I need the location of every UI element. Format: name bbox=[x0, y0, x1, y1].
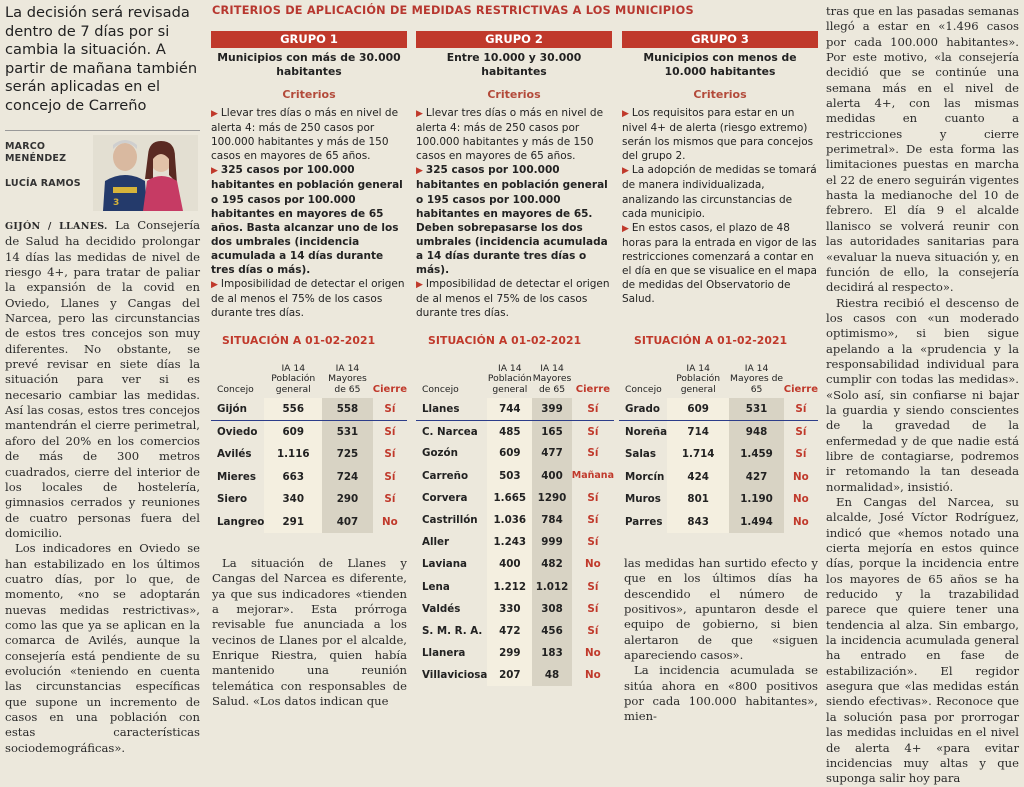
criteria-item: ▶ La adopción de medidas se tomará de manera individualizada, analizando las circunstancias de cada municipio. bbox=[622, 164, 817, 220]
table-row bbox=[416, 465, 614, 487]
header-cierre: Cierre bbox=[783, 383, 818, 395]
cell-name: Muros bbox=[625, 493, 661, 506]
table-row bbox=[619, 488, 818, 511]
cell-ia65: 400 bbox=[532, 465, 572, 487]
article-deck: La decisión será revisada dentro de 7 días por si cambia la situación. A partir de mañana también serán aplicadas en el concejo de Carreño bbox=[5, 4, 198, 114]
cell-ia: 299 bbox=[487, 642, 532, 664]
header-ia-65: IA 14 Mayores de 65 bbox=[730, 362, 784, 395]
group-3 bbox=[622, 31, 818, 306]
left-body-text bbox=[5, 218, 200, 756]
cell-cierre: Sí bbox=[587, 491, 599, 504]
cell-ia: 291 bbox=[264, 511, 322, 534]
svg-text:3: 3 bbox=[113, 198, 120, 208]
table-row bbox=[416, 509, 614, 531]
cell-ia65: 165 bbox=[532, 420, 572, 442]
cell-ia65: 558 bbox=[322, 398, 373, 421]
group-2 bbox=[416, 31, 612, 320]
situation-table-group-3 bbox=[619, 356, 818, 533]
group-1 bbox=[211, 31, 407, 320]
table-row bbox=[211, 511, 407, 534]
table-row bbox=[416, 398, 614, 420]
cell-ia65: 948 bbox=[729, 421, 783, 444]
table-row bbox=[619, 466, 818, 489]
criteria-item: ▶ 325 casos por 100.000 habitantes en población general o 195 casos por 100.000 habitantes en mayores de 65. Deben sobrepasarse los dos umbrales (incidencia acumulada a 14 días durante tres días o más). bbox=[416, 164, 608, 277]
cell-ia65: 477 bbox=[532, 442, 572, 464]
cell-ia65: 399 bbox=[532, 398, 572, 420]
criteria-item: ▶ Imposibilidad de detectar el origen de al menos el 75% de los casos durante tres días. bbox=[416, 278, 610, 320]
left-paragraph-1: GIJÓN / LLANES. La Consejería de Salud ha decidido prolongar 14 días las medidas de nivel de riesgo 4+, para tratar de paliar la expansión de la covid en Oviedo, Llanes y Cangas del Narcea, pero las circunstancias de estos tres concejos son muy diferentes. No obstante, se prevé revisar en siete días la situación para ver si es necesario cambiar las medidas. Así las cosas, estos tres concejos mantendrán el cierre perimetral, aforo del 20% en los comercios de más de 300 metros cuadrados, cierre del interior de los locales de hostelería, gimnasios cerrados y reuniones de cuatro personas fuera del domicilio. bbox=[5, 218, 200, 540]
panel-title: CRITERIOS DE APLICACIÓN DE MEDIDAS RESTRICTIVAS A LOS MUNICIPIOS bbox=[212, 4, 694, 17]
cell-name: Mieres bbox=[217, 470, 256, 483]
cell-name: Carreño bbox=[422, 469, 469, 482]
cell-ia: 843 bbox=[667, 511, 729, 534]
table-row bbox=[619, 443, 818, 466]
header-concejo: Concejo bbox=[625, 383, 662, 395]
table-row bbox=[211, 466, 407, 489]
table-row bbox=[416, 598, 614, 620]
cell-cierre: Sí bbox=[587, 602, 599, 615]
cell-ia65: 1.459 bbox=[729, 443, 783, 466]
cell-cierre: Sí bbox=[587, 624, 599, 637]
cell-ia: 485 bbox=[487, 420, 532, 442]
cell-cierre: No bbox=[793, 470, 809, 483]
triangle-bullet-icon: ▶ bbox=[416, 109, 423, 119]
group-3-criteria-label: Criterios bbox=[693, 88, 747, 101]
situation-title-1: SITUACIÓN A 01-02-2021 bbox=[222, 334, 376, 347]
cell-ia65: 482 bbox=[532, 553, 572, 575]
cell-name: Noreña bbox=[625, 426, 668, 438]
cell-cierre: No bbox=[585, 558, 601, 571]
cell-cierre: Sí bbox=[384, 470, 396, 483]
criteria-item: ▶ Los requisitos para estar en un nivel 4+ de alerta (riesgo extremo) serán los mismos que para concejos del grupo 2. bbox=[622, 107, 814, 163]
right-paragraph-2: Riestra recibió el descenso de los casos con «un moderado optimismo», si bien sigue apelando a la «prudencia y la responsabilidad individual para cumplir con todas las medidas». «Solo así, sin confiarse ni bajar la guardia y siendo conscientes de la gravedad de la enfermedad y de que nadie está libre de contagiarse, podremos ir retomando la tan deseada normalidad», insistió. bbox=[826, 295, 1019, 494]
right-paragraph-3: En Cangas del Narcea, su alcalde, José Víctor Rodríguez, indicó que «hemos notado una cierta mejoría en estos quince días, porque la incidencia entre los mayores de 65 años se ha reducido y la trazabilidad parece que quiere tener una tendencia al alza. Sin embargo, la incidencia acumulada general ha entrado en fase de estabilización». El regidor asegura que «las medidas están siendo efectivas». Reconoce que la solución pasa por prorrogar las medidas incluidas en el nivel de alerta 4+ «para evitar incidencias muy altas y que suponga salir hoy para bbox=[826, 495, 1019, 786]
cell-name: S. M. R. A. bbox=[422, 624, 483, 637]
place-label: GIJÓN / LLANES. bbox=[5, 221, 108, 232]
cell-cierre: No bbox=[382, 515, 398, 528]
cell-ia: 609 bbox=[264, 421, 322, 444]
cell-ia: 207 bbox=[487, 664, 532, 686]
cell-name: Grado bbox=[619, 398, 667, 421]
table-header-row bbox=[619, 356, 818, 398]
cell-name: Avilés bbox=[217, 448, 252, 461]
byline bbox=[5, 130, 200, 210]
right-paragraph-1: tras que en las pasadas semanas llegó a estar en «1.496 casos por cada 100.000 habitantes». Por este motivo, «la consejería decidió que se continúe una semana más en el nivel de alerta 4+, con las mismas medidas en cuanto a restricciones y cierre perimetral». De esta forma las limitaciones puestas en marcha el 22 de enero seguirán vigentes hasta la medianoche del 10 de febrero. El día 9 el alcalde llanisco se volverá reunir con las autoridades sanitarias para «evaluar la nueva situación y, en función de ello, la consejería decidirá al respecto». bbox=[826, 4, 1019, 295]
group-2-subtitle: Entre 10.000 y 30.000 habitantes bbox=[446, 51, 582, 78]
left-paragraph-2: Los indicadores en Oviedo se han estabilizado en los últimos cuatro días, por lo que, de momento, «no se adoptarán nuevas medidas restrictivas», como las que ya se aplican en la comarca de Avilés, aunque la consejería está pendiente de su evolución «teniendo en cuenta las circunstancias específicas que supone un incremento de casos en una población con estas características sociodemográficas». bbox=[5, 541, 200, 755]
situation-table-group-2 bbox=[416, 356, 614, 686]
group-1-header: GRUPO 1 bbox=[211, 31, 407, 48]
cell-name: Villaviciosa bbox=[422, 669, 488, 682]
cell-ia: 340 bbox=[264, 488, 322, 511]
cell-name: Llanera bbox=[422, 647, 466, 660]
cell-name: Gozón bbox=[422, 447, 458, 460]
cell-ia: 1.714 bbox=[667, 443, 729, 466]
cell-ia: 400 bbox=[487, 553, 532, 575]
header-ia-general: IA 14 Población general bbox=[271, 362, 316, 395]
cell-ia: 1.243 bbox=[487, 531, 532, 553]
cell-ia: 1.116 bbox=[264, 443, 322, 466]
cell-ia: 744 bbox=[487, 398, 532, 420]
group-1-criteria-label: Criterios bbox=[282, 88, 336, 101]
cell-ia65: 531 bbox=[729, 398, 783, 421]
cell-name: Salas bbox=[625, 448, 656, 461]
cell-ia65: 456 bbox=[532, 620, 572, 642]
cell-ia65: 407 bbox=[322, 511, 373, 534]
cell-name: Oviedo bbox=[217, 426, 258, 438]
table-row bbox=[416, 531, 614, 553]
table-row bbox=[211, 443, 407, 466]
group-1-criteria bbox=[211, 106, 407, 320]
cell-cierre: Sí bbox=[384, 448, 396, 461]
cell-name: Llanes bbox=[416, 398, 487, 420]
cell-cierre: Sí bbox=[384, 426, 396, 438]
header-ia-general: IA 14 Población general bbox=[676, 362, 721, 395]
authors-photo bbox=[93, 135, 198, 211]
triangle-bullet-icon: ▶ bbox=[416, 280, 423, 291]
criteria-item: ▶ Llevar tres días o más en nivel de alerta 4: más de 250 casos por 100.000 habitantes y más de 150 casos en mayores de 65 años. bbox=[416, 107, 604, 163]
cell-name: Parres bbox=[625, 515, 663, 528]
cell-cierre: Sí bbox=[587, 514, 599, 527]
cell-cierre: No bbox=[585, 669, 601, 682]
table-header-row bbox=[211, 356, 407, 398]
group-3-criteria bbox=[622, 106, 818, 306]
cell-ia: 1.212 bbox=[487, 576, 532, 598]
cell-cierre: Sí bbox=[384, 493, 396, 506]
criteria-item: ▶ En estos casos, el plazo de 48 horas para la entrada en vigor de las restricciones comenzará a contar en el día en que se visualice en el mapa de medidas del Observatorio de Salud. bbox=[622, 221, 817, 306]
cell-ia: 609 bbox=[667, 398, 729, 421]
cell-name: C. Narcea bbox=[422, 425, 478, 438]
situation-title-3: SITUACIÓN A 01-02-2021 bbox=[634, 334, 788, 347]
table-row bbox=[211, 398, 407, 421]
table-row bbox=[211, 421, 407, 444]
cell-ia65: 1290 bbox=[532, 487, 572, 509]
cell-ia: 714 bbox=[667, 421, 729, 444]
header-ia-general: IA 14 Población general bbox=[487, 362, 532, 395]
cell-ia65: 308 bbox=[532, 598, 572, 620]
cell-cierre: Sí bbox=[587, 536, 599, 549]
cell-name: Morcín bbox=[625, 470, 665, 483]
triangle-bullet-icon: ▶ bbox=[211, 166, 218, 177]
cell-name: Langreo bbox=[217, 515, 265, 528]
cell-cierre: Sí bbox=[795, 448, 807, 461]
table-row bbox=[416, 553, 614, 575]
header-concejo: Concejo bbox=[422, 383, 459, 395]
cell-name: Gijón bbox=[211, 398, 264, 421]
table-row bbox=[416, 642, 614, 664]
group-3-subtitle: Municipios con menos de 10.000 habitantes bbox=[643, 51, 797, 78]
cell-ia: 801 bbox=[667, 488, 729, 511]
center-right-paragraph-1: las medidas han surtido efecto y que en los últimos días ha descendido el número de positivos», apuntaron desde el equipo de gobierno, si bien alertaron de que «siguen apareciendo casos». bbox=[624, 556, 818, 663]
center-left-text bbox=[212, 556, 407, 709]
triangle-bullet-icon: ▶ bbox=[211, 109, 218, 119]
author-lucia: LUCÍA RAMOS bbox=[5, 178, 81, 189]
triangle-bullet-icon: ▶ bbox=[622, 109, 629, 119]
cell-name: Valdés bbox=[422, 602, 461, 615]
header-cierre: Cierre bbox=[575, 383, 610, 395]
right-body-text bbox=[826, 4, 1019, 787]
cell-cierre: No bbox=[793, 493, 809, 506]
cell-ia65: 999 bbox=[532, 531, 572, 553]
situation-title-2: SITUACIÓN A 01-02-2021 bbox=[428, 334, 582, 347]
table-row bbox=[211, 488, 407, 511]
table-row bbox=[416, 576, 614, 598]
cell-ia65: 531 bbox=[322, 421, 373, 444]
cell-ia: 330 bbox=[487, 598, 532, 620]
header-ia-65: IA 14 Mayores de 65 bbox=[532, 362, 572, 395]
header-cierre: Cierre bbox=[372, 383, 407, 395]
triangle-bullet-icon: ▶ bbox=[622, 223, 629, 234]
cell-name: Castrillón bbox=[422, 514, 478, 527]
cell-cierre: Sí bbox=[587, 425, 599, 438]
cell-cierre: No bbox=[793, 515, 809, 528]
cell-ia: 472 bbox=[487, 620, 532, 642]
cell-ia65: 725 bbox=[322, 443, 373, 466]
cell-ia65: 784 bbox=[532, 509, 572, 531]
group-3-header: GRUPO 3 bbox=[622, 31, 818, 48]
table-header-row bbox=[416, 356, 614, 398]
cell-ia: 503 bbox=[487, 465, 532, 487]
center-right-paragraph-2: La incidencia acumulada se sitúa ahora en «800 positivos por cada 100.000 habitantes», mien- bbox=[624, 663, 818, 724]
triangle-bullet-icon: ▶ bbox=[211, 280, 218, 291]
cell-ia65: 724 bbox=[322, 466, 373, 489]
header-concejo: Concejo bbox=[217, 383, 254, 395]
cell-cierre: Sí bbox=[572, 398, 614, 420]
center-right-text bbox=[624, 556, 818, 725]
cell-name: Corvera bbox=[422, 491, 468, 504]
triangle-bullet-icon: ▶ bbox=[416, 166, 423, 177]
cell-ia: 609 bbox=[487, 442, 532, 464]
cell-ia65: 427 bbox=[729, 466, 783, 489]
cell-cierre: Sí bbox=[587, 580, 599, 593]
header-ia-65: IA 14 Mayores de 65 bbox=[328, 362, 367, 395]
cell-cierre: No bbox=[585, 647, 601, 660]
cell-ia65: 1.494 bbox=[729, 511, 783, 534]
group-2-criteria-label: Criterios bbox=[487, 88, 541, 101]
table-row bbox=[619, 511, 818, 534]
criteria-item: ▶ Llevar tres días o más en nivel de alerta 4: más de 250 casos por 100.000 habitantes y más de 150 casos en mayores de 65 años. bbox=[211, 107, 399, 163]
table-row bbox=[416, 664, 614, 686]
cell-ia: 1.036 bbox=[487, 509, 532, 531]
cell-name: Aller bbox=[422, 536, 450, 549]
cell-ia: 663 bbox=[264, 466, 322, 489]
table-row bbox=[619, 421, 818, 444]
table-row bbox=[416, 487, 614, 509]
cell-name: Lena bbox=[422, 580, 450, 593]
table-row bbox=[619, 398, 818, 421]
criteria-item: ▶ Imposibilidad de detectar el origen de al menos el 75% de los casos durante tres días. bbox=[211, 278, 405, 320]
cell-ia65: 48 bbox=[532, 664, 572, 686]
table-row bbox=[416, 620, 614, 642]
group-2-criteria bbox=[416, 106, 612, 320]
cell-ia: 424 bbox=[667, 466, 729, 489]
cell-cierre: Sí bbox=[795, 426, 807, 438]
group-2-header: GRUPO 2 bbox=[416, 31, 612, 48]
cell-cierre: Sí bbox=[373, 398, 407, 421]
center-left-paragraph: La situación de Llanes y Cangas del Narcea es diferente, ya que sus indicadores «tienden a mejorar». Esta prórroga revisable fue anunciada a los vecinos de Llanes por el alcalde, Enrique Riestra, quien había mantenido una reunión telemática con responsables de Salud. «Los datos indican que bbox=[212, 556, 407, 709]
author-marco: MARCO MENÉNDEZ bbox=[5, 141, 67, 164]
cell-cierre: Sí bbox=[587, 447, 599, 460]
cell-ia65: 1.190 bbox=[729, 488, 783, 511]
situation-table-group-1 bbox=[211, 356, 407, 533]
cell-name: Siero bbox=[217, 493, 248, 506]
cell-ia65: 1.012 bbox=[532, 576, 572, 598]
table-row bbox=[416, 420, 614, 442]
triangle-bullet-icon: ▶ bbox=[622, 166, 629, 177]
cell-ia65: 183 bbox=[532, 642, 572, 664]
cell-cierre: Sí bbox=[784, 398, 818, 421]
cell-name: Laviana bbox=[422, 558, 467, 571]
cell-ia: 556 bbox=[264, 398, 322, 421]
group-1-subtitle: Municipios con más de 30.000 habitantes bbox=[217, 51, 401, 78]
cell-cierre: Mañana bbox=[571, 470, 614, 482]
table-row bbox=[416, 442, 614, 464]
cell-ia: 1.665 bbox=[487, 487, 532, 509]
cell-ia65: 290 bbox=[322, 488, 373, 511]
criteria-item: ▶ 325 casos por 100.000 habitantes en población general o 195 casos por 100.000 habitantes en mayores de 65 años. Basta alcanzar uno de los dos umbrales (incidencia acumulada a 14 días durante tres días o más). bbox=[211, 164, 403, 277]
